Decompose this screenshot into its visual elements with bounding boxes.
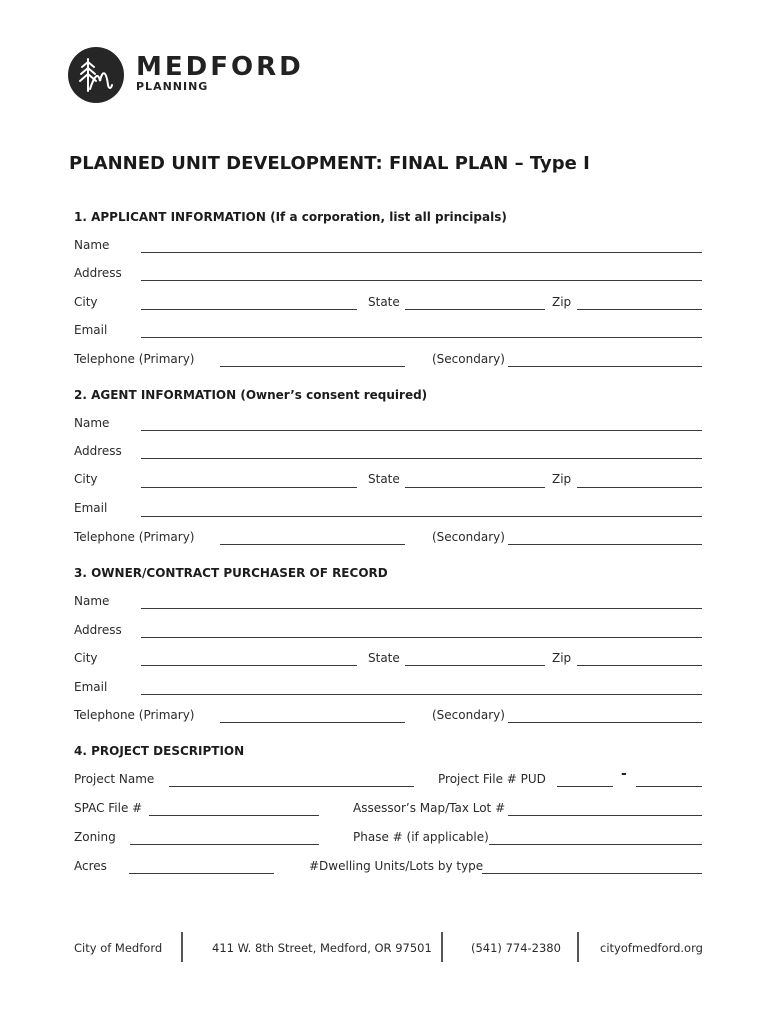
- applicant-phone-primary-field[interactable]: [220, 366, 405, 367]
- owner-name-label: Name: [74, 594, 110, 608]
- footer-phone: (541) 774-2380: [471, 941, 561, 955]
- tree-monogram-icon: [68, 47, 124, 103]
- owner-email-label: Email: [74, 680, 108, 694]
- applicant-name-label: Name: [74, 238, 110, 252]
- section3-title: 3. OWNER/CONTRACT PURCHASER OF RECORD: [74, 566, 388, 580]
- acres-label: Acres: [74, 859, 107, 873]
- owner-zip-label: Zip: [552, 651, 572, 665]
- spac-file-field[interactable]: [149, 815, 319, 816]
- project-name-field[interactable]: [169, 786, 414, 787]
- applicant-phone-secondary-label: (Secondary): [432, 352, 505, 366]
- footer-divider: [441, 932, 443, 962]
- phase-label: Phase # (if applicable): [353, 830, 489, 844]
- page-title: PLANNED UNIT DEVELOPMENT: FINAL PLAN – Type I: [69, 153, 590, 174]
- spac-file-label: SPAC File #: [74, 801, 143, 815]
- agent-phone-secondary-label: (Secondary): [432, 530, 505, 544]
- section2-title: 2. AGENT INFORMATION (Owner’s consent required): [74, 388, 428, 402]
- assessor-field[interactable]: [508, 815, 702, 816]
- agent-name-label: Name: [74, 416, 110, 430]
- brand-subtitle: PLANNING: [136, 80, 209, 93]
- footer-city: City of Medford: [74, 941, 163, 955]
- applicant-email-label: Email: [74, 323, 108, 337]
- footer-divider: [181, 932, 183, 962]
- applicant-phone-secondary-field[interactable]: [508, 366, 702, 367]
- applicant-email-field[interactable]: [141, 337, 702, 338]
- applicant-city-field[interactable]: [141, 309, 357, 310]
- agent-phone-primary-field[interactable]: [220, 544, 405, 545]
- assessor-label: Assessor’s Map/Tax Lot #: [353, 801, 506, 815]
- agent-state-label: State: [368, 472, 400, 486]
- owner-name-field[interactable]: [141, 608, 702, 609]
- owner-city-label: City: [74, 651, 98, 665]
- zoning-field[interactable]: [130, 844, 319, 845]
- agent-name-field[interactable]: [141, 430, 702, 431]
- owner-city-field[interactable]: [141, 665, 357, 666]
- brand-name: MEDFORD: [136, 52, 304, 82]
- owner-state-label: State: [368, 651, 400, 665]
- agent-phone-secondary-field[interactable]: [508, 544, 702, 545]
- project-file-field-2[interactable]: [636, 786, 702, 787]
- project-file-dash: -: [621, 766, 627, 782]
- phase-field[interactable]: [489, 844, 702, 845]
- applicant-phone-primary-label: Telephone (Primary): [74, 352, 195, 366]
- applicant-zip-field[interactable]: [577, 309, 702, 310]
- owner-phone-primary-label: Telephone (Primary): [74, 708, 195, 722]
- owner-email-field[interactable]: [141, 694, 702, 695]
- dwelling-units-label: #Dwelling Units/Lots by type: [309, 859, 484, 873]
- footer-divider: [577, 932, 579, 962]
- applicant-state-label: State: [368, 295, 400, 309]
- project-name-label: Project Name: [74, 772, 155, 786]
- footer-website[interactable]: cityofmedford.org: [600, 941, 703, 955]
- footer-address: 411 W. 8th Street, Medford, OR 97501: [212, 941, 432, 955]
- agent-email-label: Email: [74, 501, 108, 515]
- owner-address-label: Address: [74, 623, 122, 637]
- applicant-name-field[interactable]: [141, 252, 702, 253]
- owner-zip-field[interactable]: [577, 665, 702, 666]
- dwelling-units-field[interactable]: [482, 873, 702, 874]
- project-file-field-1[interactable]: [557, 786, 613, 787]
- owner-phone-secondary-label: (Secondary): [432, 708, 505, 722]
- project-file-label: Project File # PUD: [438, 772, 546, 786]
- medford-logo-icon: [68, 47, 124, 103]
- agent-zip-label: Zip: [552, 472, 572, 486]
- agent-email-field[interactable]: [141, 516, 702, 517]
- owner-address-field[interactable]: [141, 637, 702, 638]
- agent-address-label: Address: [74, 444, 122, 458]
- acres-field[interactable]: [129, 873, 274, 874]
- agent-zip-field[interactable]: [577, 487, 702, 488]
- applicant-state-field[interactable]: [405, 309, 545, 310]
- agent-city-field[interactable]: [141, 487, 357, 488]
- zoning-label: Zoning: [74, 830, 116, 844]
- owner-state-field[interactable]: [405, 665, 545, 666]
- agent-city-label: City: [74, 472, 98, 486]
- agent-state-field[interactable]: [405, 487, 545, 488]
- agent-address-field[interactable]: [141, 458, 702, 459]
- applicant-zip-label: Zip: [552, 295, 572, 309]
- applicant-city-label: City: [74, 295, 98, 309]
- owner-phone-secondary-field[interactable]: [508, 722, 702, 723]
- applicant-address-field[interactable]: [141, 280, 702, 281]
- agent-phone-primary-label: Telephone (Primary): [74, 530, 195, 544]
- section1-title: 1. APPLICANT INFORMATION (If a corporation, list all principals): [74, 210, 507, 224]
- applicant-address-label: Address: [74, 266, 122, 280]
- section4-title: 4. PROJECT DESCRIPTION: [74, 744, 245, 758]
- owner-phone-primary-field[interactable]: [220, 722, 405, 723]
